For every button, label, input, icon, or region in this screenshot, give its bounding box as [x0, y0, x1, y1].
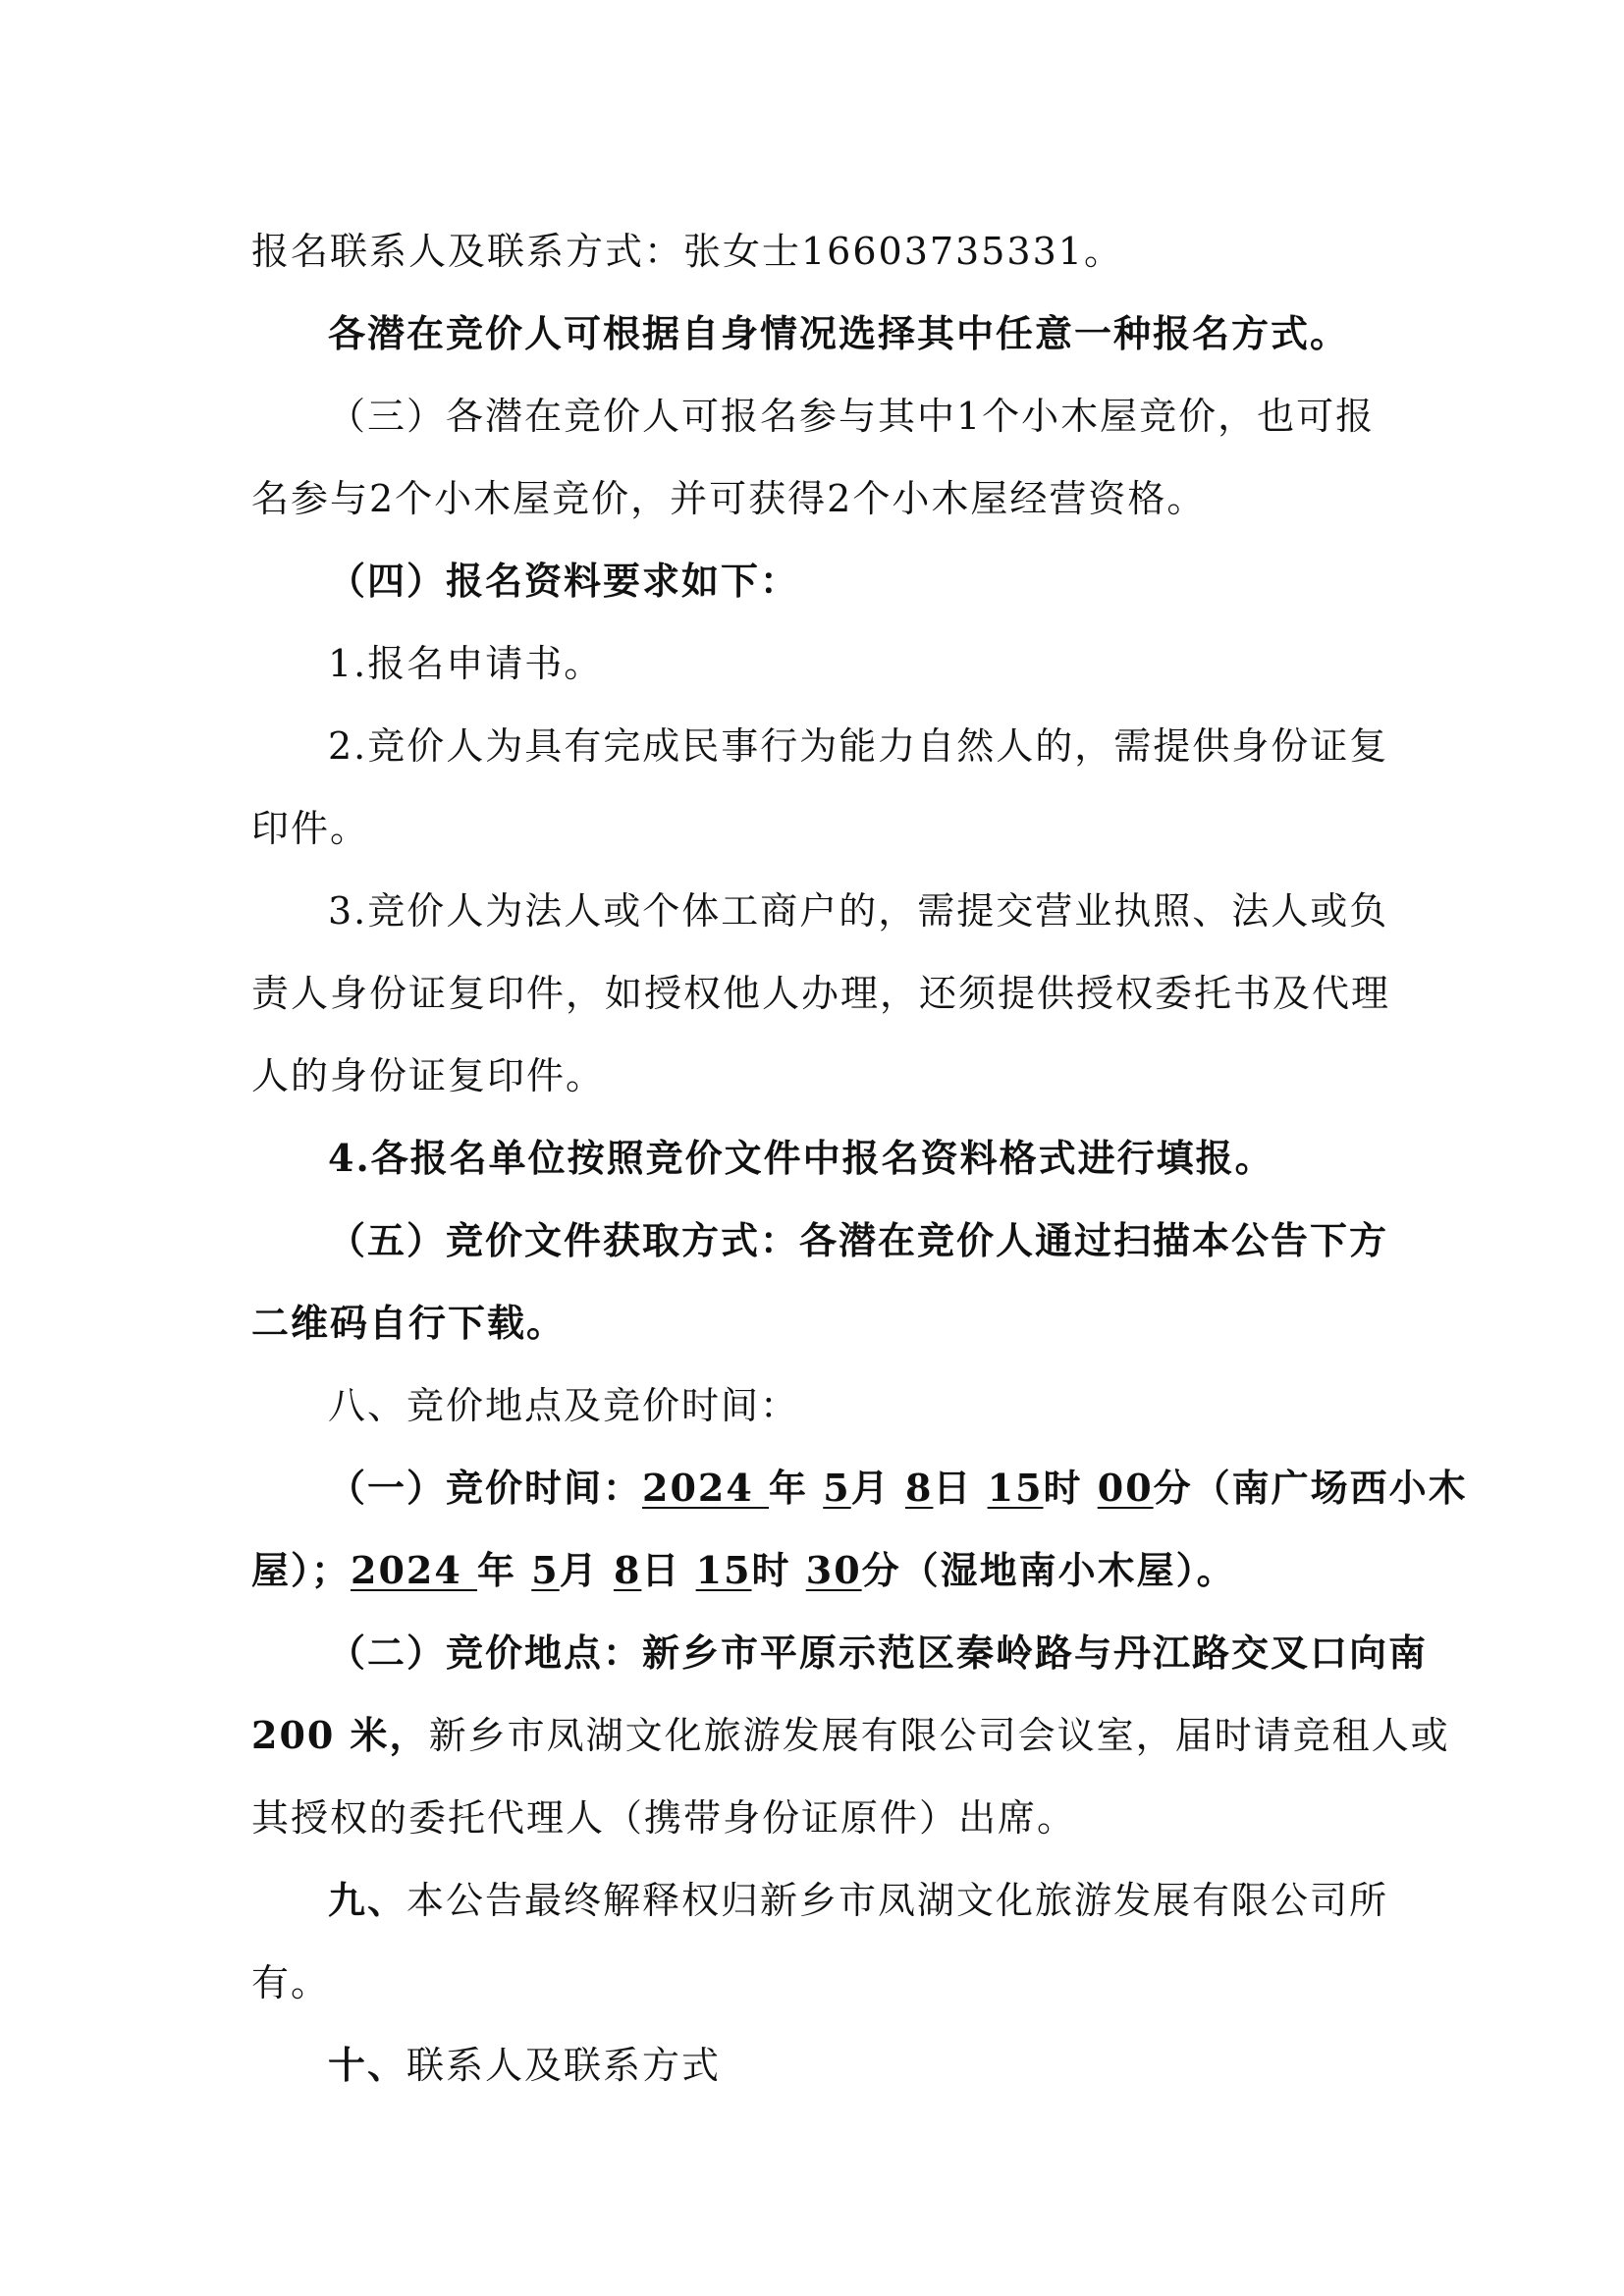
hour-value: 15 [987, 1466, 1044, 1510]
text: （一）竞价时间： [328, 1466, 643, 1510]
hour-value: 15 [695, 1548, 752, 1592]
text: （四）报名资料要求如下： [328, 559, 800, 603]
text: 3.竞价人为法人或个体工商户的，需提交营业执照、法人或负 [328, 889, 1389, 933]
text: 印件。 [251, 807, 370, 850]
section-number: 九、 [328, 1878, 407, 1922]
text: 分（南广场西小木 [1153, 1466, 1468, 1510]
section-5-line-2 [251, 1282, 1528, 1364]
distance-text: 200 米， [251, 1713, 429, 1757]
requirement-1 [251, 622, 1528, 705]
minute-value: 30 [805, 1548, 862, 1592]
requirement-3-line-1 [251, 870, 1528, 952]
section-3-line-1 [251, 375, 1528, 457]
text: 日 [933, 1466, 988, 1510]
bidding-time-line-1 [251, 1447, 1528, 1529]
text: 2.竞价人为具有完成民事行为能力自然人的，需提供身份证复 [328, 724, 1389, 768]
section-8-heading [251, 1364, 1528, 1447]
text: 1.报名申请书。 [328, 642, 604, 685]
year-value: 2024 [642, 1466, 770, 1510]
text: 月 [850, 1466, 905, 1510]
text: 二维码自行下载。 [251, 1301, 567, 1345]
text: 分（湿地南小木屋）。 [861, 1548, 1236, 1592]
minute-value: 00 [1097, 1466, 1154, 1510]
text: 名参与2个小木屋竞价，并可获得2个小木屋经营资格。 [251, 477, 1207, 520]
text: （五）竞价文件获取方式：各潜在竞价人通过扫描本公告下方 [328, 1218, 1389, 1262]
text: 日 [641, 1548, 696, 1592]
bidding-time-line-2 [251, 1529, 1528, 1612]
text: 八、竞价地点及竞价时间： [328, 1384, 800, 1427]
section-4-heading [251, 540, 1528, 622]
text: 时 [1043, 1466, 1098, 1510]
requirement-4 [251, 1117, 1528, 1200]
bidding-location-line-1 [251, 1612, 1528, 1694]
section-3-line-2 [251, 457, 1528, 540]
text: 责人身份证复印件，如授权他人办理，还须提供授权委托书及代理 [251, 972, 1391, 1015]
month-value: 5 [823, 1466, 851, 1510]
section-9-line-2 [251, 1942, 1528, 2024]
requirement-2-line-2 [251, 787, 1528, 870]
text: 其授权的委托代理人（携带身份证原件）出席。 [251, 1796, 1077, 1840]
month-value: 5 [531, 1548, 560, 1592]
text: 人的身份证复印件。 [251, 1054, 606, 1097]
day-value: 8 [904, 1466, 934, 1510]
text: 时 [751, 1548, 806, 1592]
text: 各潜在竞价人可根据自身情况选择其中任意一种报名方式。 [328, 311, 1350, 355]
registration-method-note [251, 293, 1528, 375]
bidding-location-line-3 [251, 1777, 1528, 1859]
text: 月 [559, 1548, 614, 1592]
text: （三）各潜在竞价人可报名参与其中1个小木屋竞价，也可报 [328, 395, 1376, 438]
bidding-location-line-2 [251, 1694, 1528, 1777]
section-9-line-1 [251, 1859, 1528, 1942]
section-5-line-1 [251, 1200, 1528, 1282]
requirement-3-line-3 [251, 1035, 1528, 1117]
text: 联系人及联系方式 [406, 2044, 722, 2087]
requirement-3-line-2 [251, 952, 1528, 1035]
text: 新乡市凤湖文化旅游发展有限公司会议室，届时请竞租人或 [428, 1714, 1450, 1757]
text: （二）竞价地点：新乡市平原示范区秦岭路与丹江路交叉口向南 [328, 1630, 1429, 1675]
text: 年 [769, 1466, 824, 1510]
text: 报名联系人及联系方式：张女士16603735331。 [251, 230, 1123, 273]
registration-contact-line [251, 210, 1528, 293]
section-10-heading [251, 2024, 1528, 2107]
requirement-2-line-1 [251, 705, 1528, 787]
text: 有。 [251, 1961, 331, 2004]
document-body [251, 210, 1528, 2107]
text: 4.各报名单位按照竞价文件中报名资料格式进行填报。 [328, 1136, 1274, 1180]
text: 屋）； [251, 1548, 352, 1592]
section-number: 十、 [328, 2043, 407, 2087]
text: 年 [477, 1548, 532, 1592]
day-value: 8 [613, 1548, 642, 1592]
year-value: 2024 [351, 1548, 478, 1592]
text: 本公告最终解释权归新乡市凤湖文化旅游发展有限公司所 [406, 1879, 1389, 1922]
